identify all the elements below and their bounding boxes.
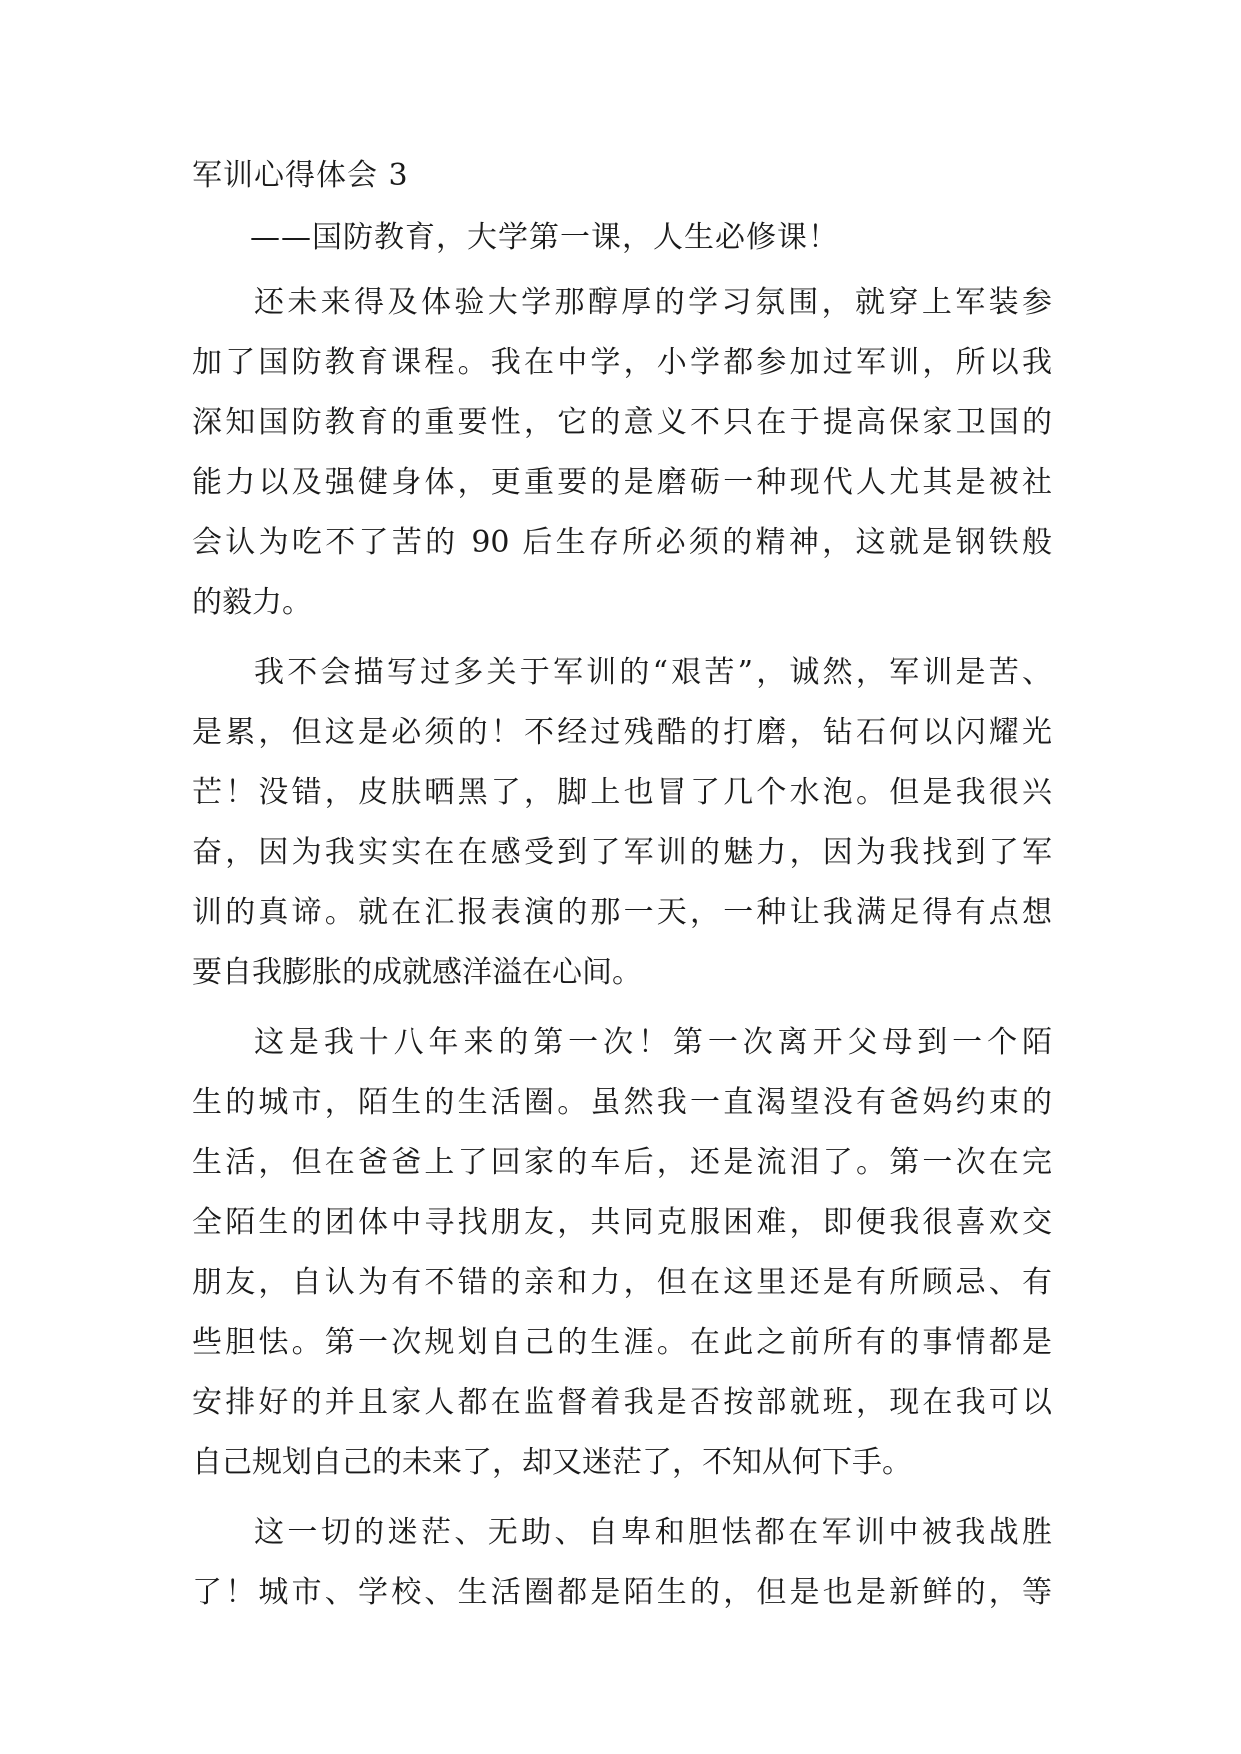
paragraph-line: 训的真谛。就在汇报表演的那一天，一种让我满足得有点想 — [192, 895, 1052, 930]
paragraph-line: 加了国防教育课程。我在中学，小学都参加过军训，所以我 — [192, 345, 1052, 380]
paragraph-line: 奋，因为我实实在在感受到了军训的魅力，因为我找到了军 — [192, 835, 1052, 870]
document-title: 军训心得体会 3 — [192, 158, 409, 193]
paragraph-1 — [192, 276, 1072, 636]
paragraph-line: 能力以及强健身体，更重要的是磨砺一种现代人尤其是被社 — [192, 465, 1052, 500]
paragraph-3 — [192, 1016, 1072, 1496]
paragraph-line: 这一切的迷茫、无助、自卑和胆怯都在军训中被我战胜 — [254, 1515, 1052, 1550]
paragraph-line: 生的城市，陌生的生活圈。虽然我一直渴望没有爸妈约束的 — [192, 1085, 1052, 1120]
paragraph-2 — [192, 646, 1072, 1006]
paragraph-line: 深知国防教育的重要性，它的意义不只在于提高保家卫国的 — [192, 405, 1052, 440]
paragraph-line: 会认为吃不了苦的 90 后生存所必须的精神，这就是钢铁般 — [192, 525, 1052, 560]
paragraph-line: 生活，但在爸爸上了回家的车后，还是流泪了。第一次在完 — [192, 1145, 1052, 1180]
paragraph-line: 芒！没错，皮肤晒黑了，脚上也冒了几个水泡。但是我很兴 — [192, 775, 1052, 810]
paragraph-line: 我不会描写过多关于军训的“艰苦”，诚然，军训是苦、 — [254, 655, 1052, 690]
paragraph-line: 安排好的并且家人都在监督着我是否按部就班，现在我可以 — [192, 1385, 1052, 1420]
paragraph-line: 是累，但这是必须的！不经过残酷的打磨，钻石何以闪耀光 — [192, 715, 1052, 750]
document-subtitle: ——国防教育，大学第一课，人生必修课！ — [250, 220, 839, 255]
paragraph-line: 这是我十八年来的第一次！第一次离开父母到一个陌 — [254, 1025, 1052, 1060]
paragraph-line: 要自我膨胀的成就感洋溢在心间。 — [192, 955, 642, 990]
paragraph-line: 的毅力。 — [192, 585, 312, 620]
paragraph-line: 全陌生的团体中寻找朋友，共同克服困难，即便我很喜欢交 — [192, 1205, 1052, 1240]
paragraph-line: 了！城市、学校、生活圈都是陌生的，但是也是新鲜的，等 — [192, 1575, 1052, 1610]
paragraph-line: 还未来得及体验大学那醇厚的学习氛围，就穿上军装参 — [254, 285, 1052, 320]
paragraph-line: 自己规划自己的未来了，却又迷茫了，不知从何下手。 — [192, 1445, 912, 1480]
paragraph-line: 朋友，自认为有不错的亲和力，但在这里还是有所顾忌、有 — [192, 1265, 1052, 1300]
paragraph-4 — [192, 1506, 1072, 1626]
paragraph-line: 些胆怯。第一次规划自己的生涯。在此之前所有的事情都是 — [192, 1325, 1052, 1360]
document-body — [192, 148, 1072, 1626]
